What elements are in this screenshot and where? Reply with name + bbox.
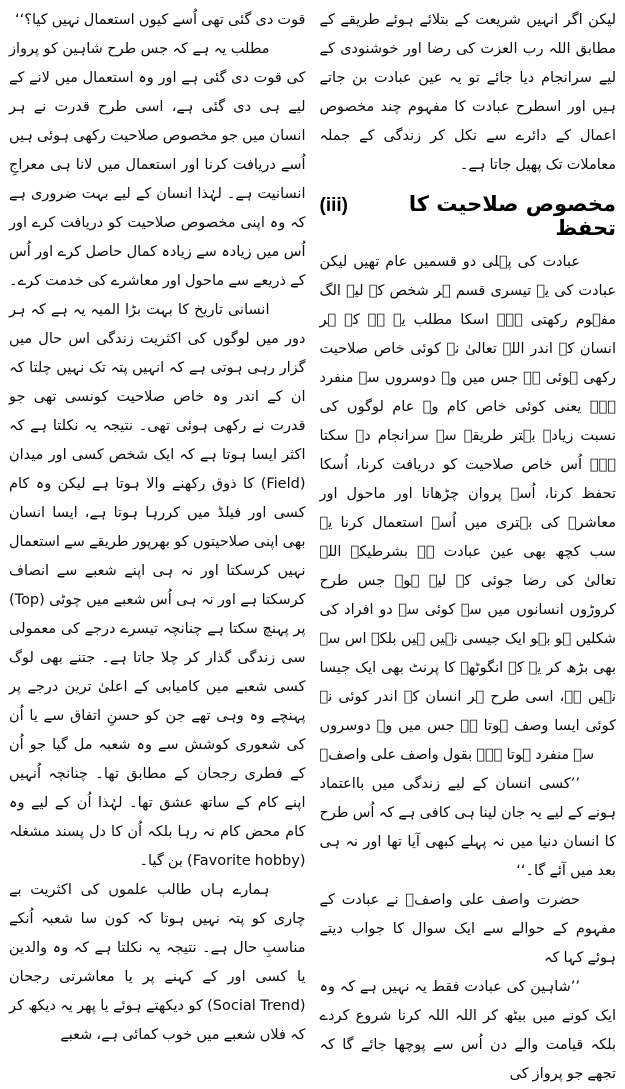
body-paragraph: انسانی تاریخ کا بہت بڑا المیہ یہ ہے کہ ہر دور میں لوگوں کی اکثریت زندگی اس حال میں گزار رہی ہوتی ہے کہ انہیں پتہ تک نہیں چلتا کہ ان کے اندر وہ خاص صلاحیت کونسی تھی جو قدرت نے رکھی ہوئی تھی۔ نتیجہ یہ نکلتا ہے کہ اکثر ایسا ہوتا ہے کہ ایک شخص کسی اور میدان (Field) کا ذوق رکھنے والا ہوتا ہے لیکن وہ کام کسی اور فیلڈ میں کررہا ہوتا ہے، ایسا انسان بھی اپنی صلاحیتوں کو بھرپور طریقے سے استعمال نہیں کرسکتا اور نہ ہی اپنے شعبے سے انصاف کرسکتا ہے اور نہ ہی اُس شعبے میں چوٹی (Top) پر پہنچ سکتا ہے چنانچہ تیسرے درجے کی معمولی سی زندگی گذار کر چلا جاتا ہے۔ جتنے بھی لوگ کسی شعبے میں کامیابی کے اعلیٰ ترین درجے پر پہنچے وہ وہی تھے جن کو حسنِ اتفاق سے یا اُن کی شعوری کوشش سے وہ شعبہ مل گیا جو اُن کے فطری رجحان کے مطابق تھا۔ چنانچہ اُنہیں اپنے کام کے ساتھ عشق تھا۔ لہٰذا اُن کے لیے وہ کام محض کام نہ رہا بلکہ اُن کا دل پسند مشغلہ (Favorite hobby) بن گیا۔ [9,302,306,869]
section-heading [320,192,617,240]
quote-paragraph: ’’کسی انسان کے لیے زندگی میں بااعتماد ہونے کے لیے یہ جان لینا ہی کافی ہے کہ اُس طرح کا انسان دنیا میں نہ پہلے کبھی آیا تھا اور نہ ہی بعد میں آئے گا۔‘‘ [319,776,616,879]
body-paragraph: حضرت واصف علی واصفؒ نے عبادت کے مفہوم کے حوالے سے ایک سوال کا جواب دیتے ہوئے کہا کہ [319,892,616,966]
column-right [319,6,617,1082]
paragraph-continuation-top-right: لیکن اگر انہیں شریعت کے بتلائے ہوئے طریقے کے مطابق اللہ رب العزت کی رضا اور خوشنودی کے لیے سرانجام دیا جائے تو یہ عین عبادت بن جاتے ہیں اور اسطرح عبادت کا مفہوم چند مخصوص اعمال کے دائرے سے نکل کر زندگی کے جملہ معاملات تک پھیل جاتا ہے۔ [319,12,616,173]
paragraph-continuation-top-left: قوت دی گئی تھی اُسے کیوں استعمال نہیں کیا؟‘‘ [15,12,306,28]
body-paragraph: مطلب یہ ہے کہ جس طرح شاہین کو پرواز کی قوت دی گئی ہے اور وہ استعمال میں لانے کے لیے ہی دی گئی ہے، اسی طرح قدرت نے ہر انسان میں جو مخصوص صلاحیت رکھی ہوئی ہیں اُسے دریافت کرنا اور استعمال میں لانا ہی معراجِ انسانیت ہے۔ لہٰذا انسان کے لیے بہت ضروری ہے کہ وہ اپنی مخصوص صلاحیت کو دریافت کرے اور اُس میں زیادہ سے زیادہ کمال حاصل کرے اور اُس کے ذریعے سے ماحول اور معاشرے کی خدمت کرے۔ [9,41,306,289]
quote-paragraph: ’’شاہین کی عبادت فقط یہ نہیں ہے کہ وہ ایک کونے میں بیٹھ کر اللہ اللہ کرنا شروع کردے بلکہ قیامت والے دن اُس سے پوچھا جائے گا کہ تجھے جو پرواز کی [319,979,616,1082]
column-left [9,6,306,1043]
section-title: مخصوص صلاحیت کا تحفظ [408,192,616,240]
body-paragraph: عبادت کی پہلی دو قسمیں عام تھیں لیکن عبادت کی یہ تیسری قسم ہر شخص کے لیے الگ مفہوم رکھتی ہے۔ اسکا مطلب یہ ہے کہ ہر انسان کے اندر اللہ تعالیٰ نے کوئی خاص صلاحیت رکھی ہوئی ہے جس میں وہ دوسروں سے منفرد ہے۔ یعنی کوئی خاص کام وہ عام لوگوں کی نسبت زیادہ بہتر طریقے سے سرانجام دے سکتا ہے۔ اُس خاص صلاحیت کو دریافت کرنا، اُسکا تحفظ کرنا، اُسے پروان چڑھانا اور ماحول اور معاشرے کی بہتری میں اُسے استعمال کرنا یہ سب کچھ بھی عین عبادت ہے بشرطیکہ اللہ تعالیٰ کی رضا جوئی کے لیے ہو۔ جس طرح کروڑوں انسانوں میں سے کوئی سے دو افراد کی شکلیں ہو بہو ایک جیسی نہیں ہیں بلکہ اس سے بھی بڑھ کر یہ کہ انگوٹھے کا پرنٹ بھی ایک جیسا نہیں ہے، اسی طرح ہر انسان کے اندر کوئی نہ کوئی ایسا وصف ہوتا ہے جس میں وہ دوسروں سے منفرد ہوتا ہے۔ بقول واصف علی واصفؒ [319,254,616,763]
section-number: (iii) [319,195,348,216]
body-paragraph: ہمارے ہاں طالب علموں کی اکثریت بے چاری کو پتہ نہیں ہوتا کہ کون سا شعبہ اُنکے مناسبِ حال ہے۔ نتیجہ یہ نکلتا ہے کہ وہ والدین یا کسی اور کے کہنے پر یا معاشرتی رجحان (Social Trend) کو دیکھتے ہوئے یا پھر یہ دیکھ کر کہ فلاں شعبے میں خوب کمائی ہے، شعبے [9,882,306,1043]
